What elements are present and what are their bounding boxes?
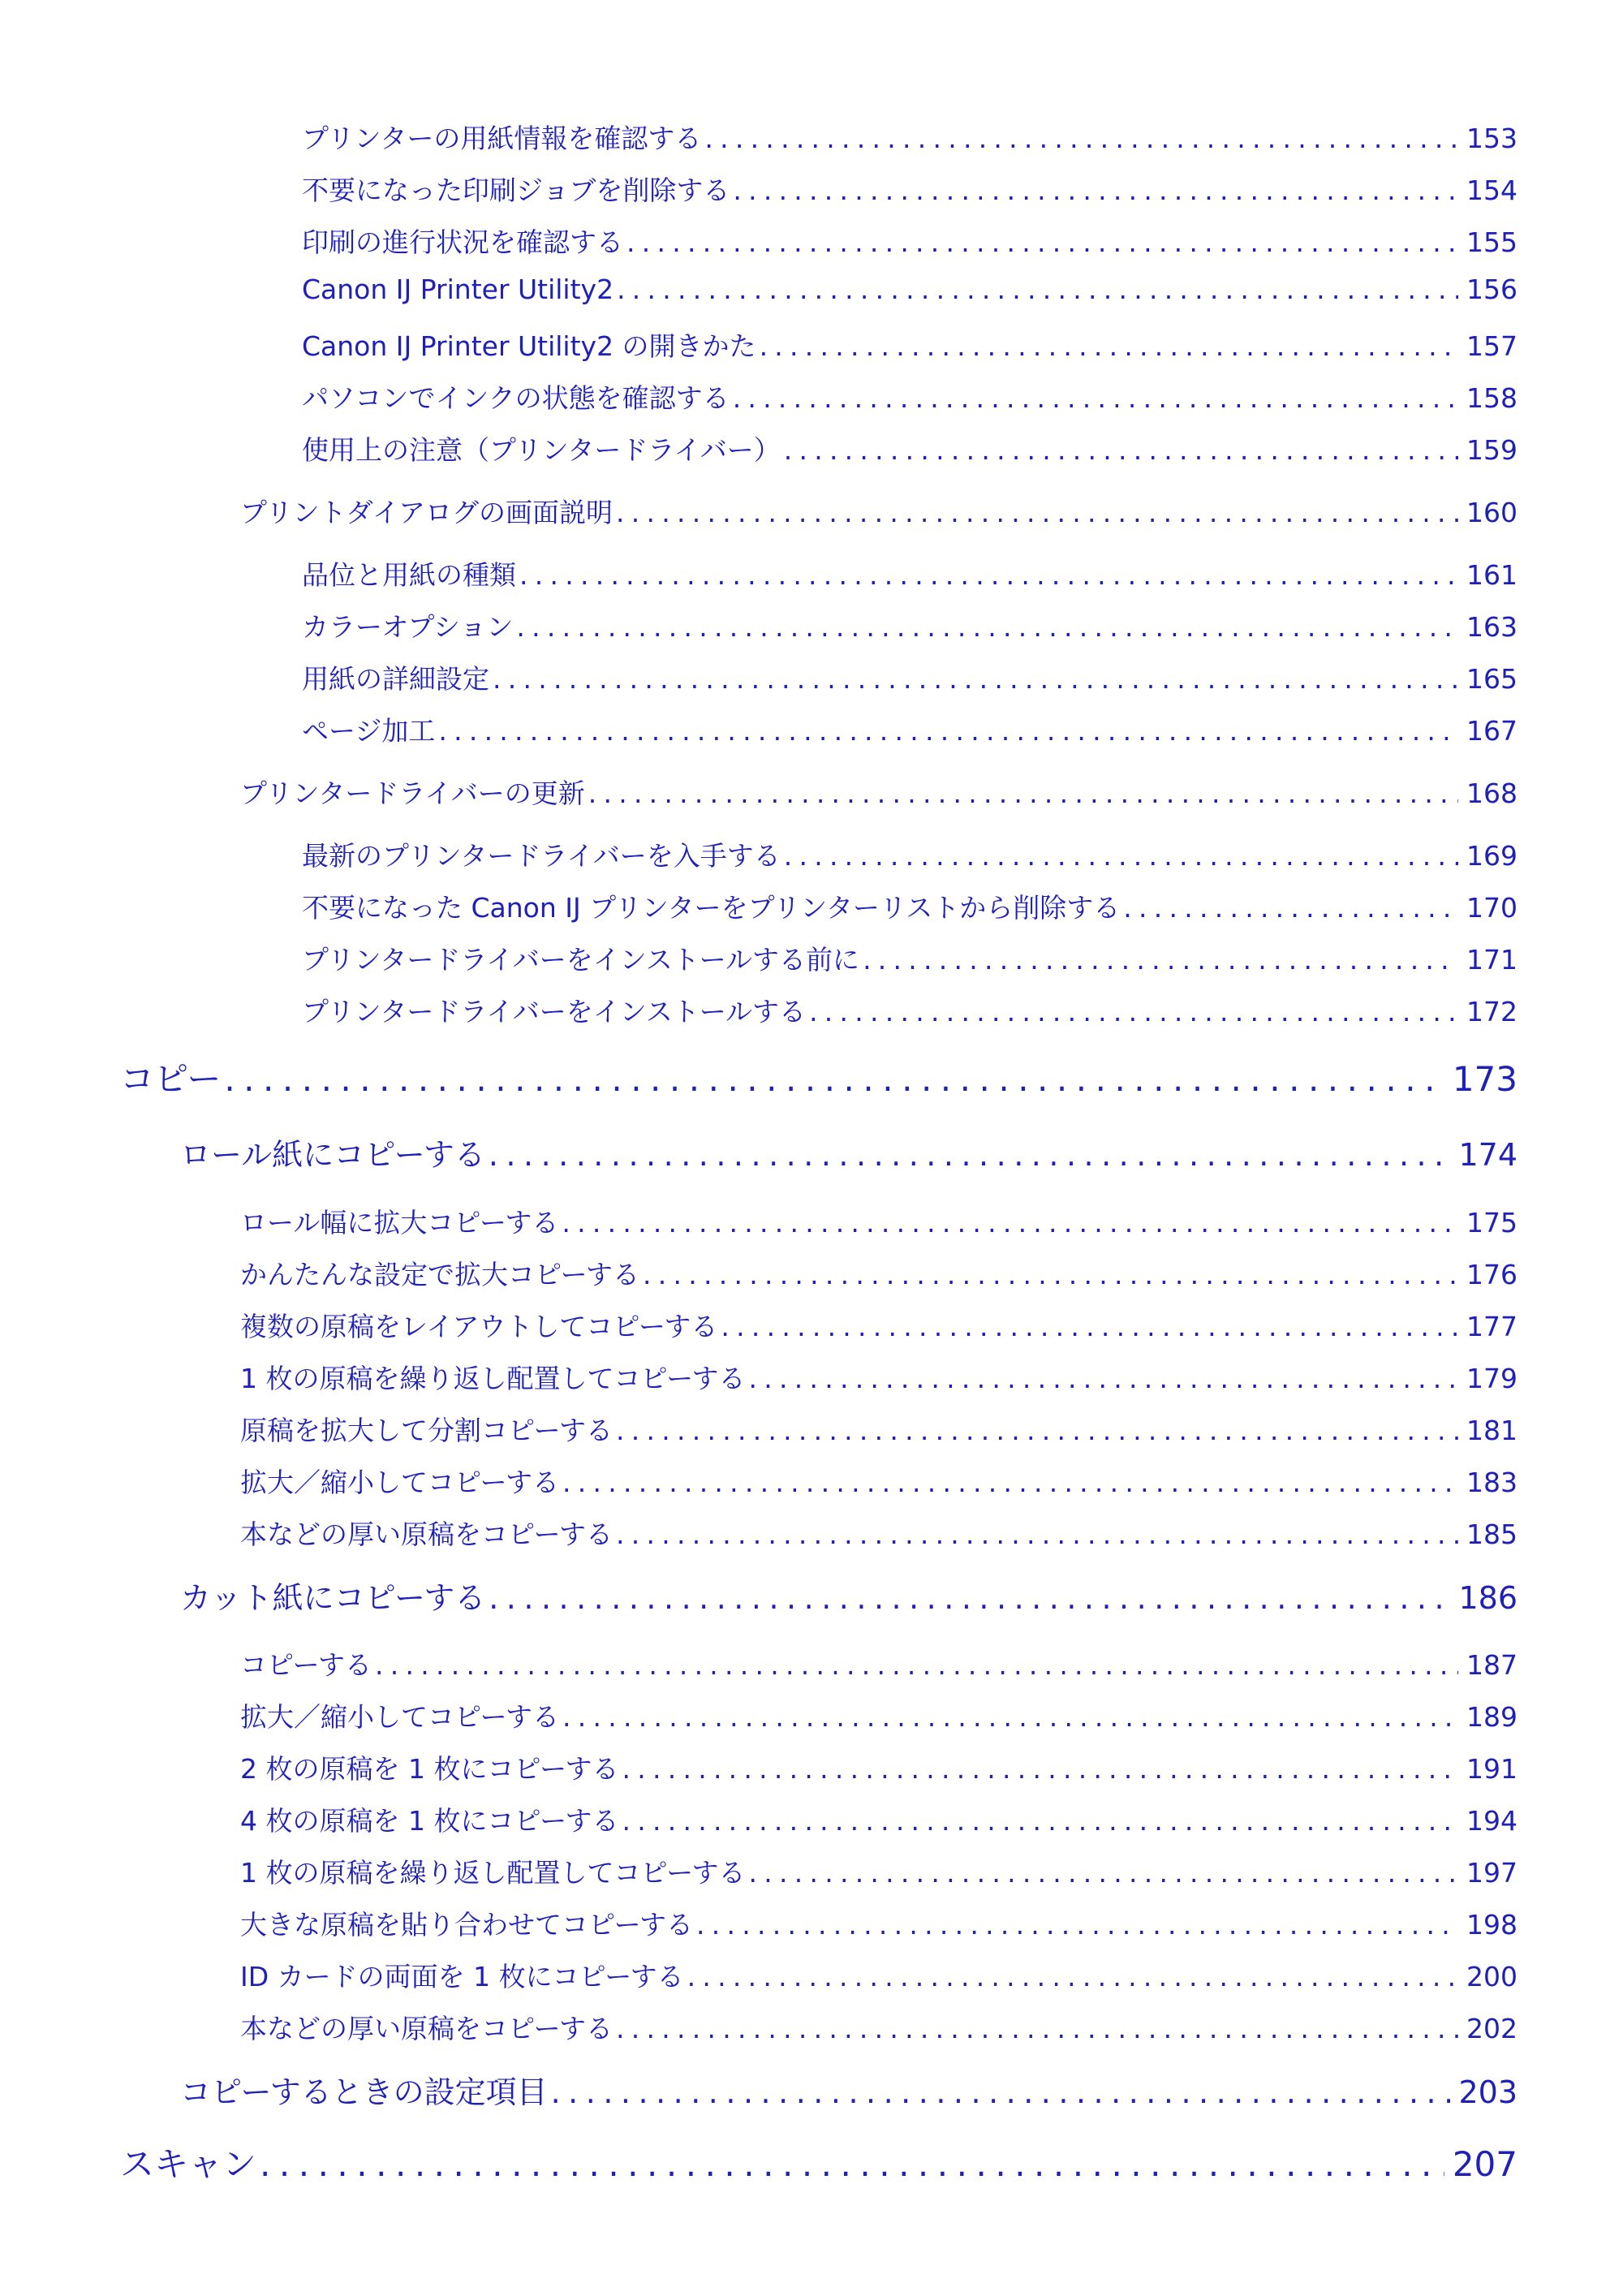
dot-leader xyxy=(626,226,1458,258)
toc-entry-title: 品位と用紙の種類 xyxy=(302,559,516,591)
toc-entry[interactable] xyxy=(240,1514,1518,1552)
toc-entry[interactable] xyxy=(240,1254,1518,1292)
toc-entry[interactable] xyxy=(120,1053,1518,1101)
dot-leader xyxy=(704,123,1458,154)
dot-leader xyxy=(749,1363,1458,1394)
dot-leader xyxy=(687,1961,1458,1992)
toc-page-number: 198 xyxy=(1466,1909,1518,1941)
toc-page-number: 186 xyxy=(1458,1580,1518,1616)
toc-entry-title: スキャン xyxy=(120,2144,257,2184)
toc-entry[interactable] xyxy=(240,773,1518,811)
dot-leader xyxy=(733,174,1458,206)
toc-page-number: 156 xyxy=(1466,274,1518,305)
toc-entry-title: カット紙にコピーする xyxy=(180,1580,486,1616)
dot-leader xyxy=(809,996,1458,1027)
toc-entry[interactable] xyxy=(240,1748,1518,1786)
dot-leader xyxy=(493,663,1458,695)
dot-leader xyxy=(562,1467,1458,1498)
toc-entry-title: 拡大／縮小してコピーする xyxy=(240,1467,560,1498)
toc-entry[interactable] xyxy=(302,887,1518,925)
toc-entry-title: 不要になった Canon IJ プリンターをプリンターリストから削除する xyxy=(302,892,1121,924)
toc-entry-title: コピーするときの設定項目 xyxy=(180,2074,548,2110)
dot-leader xyxy=(696,1909,1458,1941)
dot-leader xyxy=(616,1518,1458,1550)
toc-page-number: 177 xyxy=(1466,1311,1518,1342)
toc-entry[interactable] xyxy=(240,1696,1518,1734)
toc-page-number: 194 xyxy=(1466,1805,1518,1837)
toc-page-number: 168 xyxy=(1466,778,1518,809)
toc-entry-title: ロール幅に拡大コピーする xyxy=(240,1207,559,1238)
toc-entry[interactable] xyxy=(302,118,1518,156)
toc-entry-title: ページ加工 xyxy=(302,715,436,747)
dot-leader xyxy=(551,2074,1451,2110)
toc-entry[interactable] xyxy=(240,1462,1518,1500)
dot-leader xyxy=(1123,892,1458,924)
toc-page-number: 172 xyxy=(1466,996,1518,1027)
toc-entry[interactable] xyxy=(302,377,1518,416)
toc-entry-title: プリンタードライバーの更新 xyxy=(240,778,585,809)
toc-entry[interactable] xyxy=(240,1800,1518,1838)
toc-entry-title: 本などの厚い原稿をコピーする xyxy=(240,2013,613,2044)
toc-entry-title: 2 枚の原稿を 1 枚にコピーする xyxy=(240,1753,619,1785)
toc-entry-title: ID カードの両面を 1 枚にコピーする xyxy=(240,1961,684,1992)
toc-page-number: 171 xyxy=(1466,944,1518,976)
toc-entry[interactable] xyxy=(302,325,1518,364)
toc-page-number: 179 xyxy=(1466,1363,1518,1394)
toc-entry-title: Canon IJ Printer Utility2 の開きかた xyxy=(302,330,756,362)
toc-page-number: 161 xyxy=(1466,559,1518,591)
dot-leader xyxy=(260,2144,1444,2184)
toc-entry[interactable] xyxy=(240,1410,1518,1448)
toc-page-number: 176 xyxy=(1466,1259,1518,1290)
toc-page-number: 207 xyxy=(1452,2144,1518,2184)
toc-entry-title: 拡大／縮小してコピーする xyxy=(240,1701,560,1733)
dot-leader xyxy=(489,1137,1451,1173)
toc-page-number: 153 xyxy=(1466,123,1518,154)
toc-entry-title: Canon IJ Printer Utility2 xyxy=(302,274,614,305)
toc-page-number: 170 xyxy=(1466,892,1518,924)
dot-leader xyxy=(562,1207,1458,1238)
toc-entry-title: 1 枚の原稿を繰り返し配置してコピーする xyxy=(240,1857,746,1889)
dot-leader xyxy=(562,1701,1458,1733)
toc-entry[interactable] xyxy=(302,274,1518,305)
toc-page-number: 183 xyxy=(1466,1467,1518,1498)
dot-leader xyxy=(489,1580,1450,1616)
toc-page-number: 202 xyxy=(1466,2013,1518,2044)
toc-entry[interactable] xyxy=(240,1202,1518,1240)
toc-entry-title: ロール紙にコピーする xyxy=(180,1137,485,1173)
toc-entry-title: パソコンでインクの状態を確認する xyxy=(302,382,730,414)
toc-entry-title: 印刷の進行状況を確認する xyxy=(302,226,623,258)
toc-entry[interactable] xyxy=(302,429,1518,467)
toc-entry-title: 4 枚の原稿を 1 枚にコピーする xyxy=(240,1805,619,1837)
toc-page-number: 163 xyxy=(1466,611,1518,643)
toc-entry-title: 1 枚の原稿を繰り返し配置してコピーする xyxy=(240,1363,746,1394)
dot-leader xyxy=(622,1805,1459,1837)
toc-entry[interactable] xyxy=(240,1358,1518,1396)
toc-page-number: 189 xyxy=(1466,1701,1518,1733)
toc-entry[interactable] xyxy=(180,1573,1518,1618)
dot-leader xyxy=(617,274,1458,305)
toc-page-number: 200 xyxy=(1466,1961,1518,1992)
toc-entry[interactable] xyxy=(240,2008,1518,2046)
toc-page-number: 203 xyxy=(1458,2074,1518,2110)
toc-entry[interactable] xyxy=(302,222,1518,260)
toc-page-number: 160 xyxy=(1466,497,1518,528)
toc-entry-title: プリンターの用紙情報を確認する xyxy=(302,123,702,154)
toc-entry[interactable] xyxy=(302,606,1518,644)
dot-leader xyxy=(733,382,1458,414)
dot-leader xyxy=(616,2013,1458,2044)
dot-leader xyxy=(784,434,1458,466)
dot-leader xyxy=(616,497,1458,528)
toc-page-number: 167 xyxy=(1466,715,1518,747)
dot-leader xyxy=(643,1259,1458,1290)
toc-entry[interactable] xyxy=(240,1306,1518,1344)
toc-entry[interactable] xyxy=(302,658,1518,696)
toc-page-number: 173 xyxy=(1452,1059,1518,1099)
toc-entry[interactable] xyxy=(302,939,1518,977)
toc-entry-title: コピー xyxy=(120,1059,222,1099)
dot-leader xyxy=(749,1857,1458,1889)
toc-entry[interactable] xyxy=(240,1644,1518,1682)
toc-entry-title: かんたんな設定で拡大コピーする xyxy=(240,1259,640,1290)
toc-entry[interactable] xyxy=(302,554,1518,592)
toc-entry[interactable] xyxy=(302,991,1518,1029)
toc-entry-title: プリントダイアログの画面説明 xyxy=(240,497,613,528)
toc-page-number: 169 xyxy=(1466,840,1518,872)
dot-leader xyxy=(784,840,1458,872)
toc-entry-title: 最新のプリンタードライバーを入手する xyxy=(302,840,781,872)
toc-page-number: 197 xyxy=(1466,1857,1518,1889)
toc-entry-title: 複数の原稿をレイアウトしてコピーする xyxy=(240,1311,718,1342)
toc-entry[interactable] xyxy=(302,170,1518,208)
dot-leader xyxy=(622,1753,1459,1785)
toc-entry[interactable] xyxy=(240,1956,1518,1994)
toc-page-number: 185 xyxy=(1466,1518,1518,1550)
toc-page-number: 175 xyxy=(1466,1207,1518,1238)
toc-entry-title: 使用上の注意（プリンタードライバー） xyxy=(302,434,781,466)
toc-page-number: 174 xyxy=(1458,1137,1518,1173)
toc-entry[interactable] xyxy=(240,492,1518,530)
toc-entry[interactable] xyxy=(302,835,1518,873)
toc-entry[interactable] xyxy=(240,1904,1518,1942)
toc-page-number: 154 xyxy=(1466,174,1518,206)
toc-page-number: 155 xyxy=(1466,226,1518,258)
toc-entry-title: 用紙の詳細設定 xyxy=(302,663,489,695)
toc-entry-title: 大きな原稿を貼り合わせてコピーする xyxy=(240,1909,694,1941)
toc-page-number: 191 xyxy=(1466,1753,1518,1785)
dot-leader xyxy=(760,330,1458,362)
toc-page-number: 165 xyxy=(1466,663,1518,695)
toc-entry[interactable] xyxy=(240,1852,1518,1890)
dot-leader xyxy=(516,611,1458,643)
dot-leader xyxy=(438,715,1458,747)
dot-leader xyxy=(863,944,1458,976)
toc-page-number: 158 xyxy=(1466,382,1518,414)
dot-leader xyxy=(588,778,1458,809)
toc-entry-title: プリンタードライバーをインストールする前に xyxy=(302,944,860,976)
toc-entry-title: 原稿を拡大して分割コピーする xyxy=(240,1415,613,1446)
toc-entry-title: コピーする xyxy=(240,1649,372,1681)
toc-entry[interactable] xyxy=(302,710,1518,748)
toc-page-number: 187 xyxy=(1466,1649,1518,1681)
dot-leader xyxy=(721,1311,1458,1342)
dot-leader xyxy=(375,1649,1458,1681)
dot-leader xyxy=(616,1415,1458,1446)
toc-entry-title: 不要になった印刷ジョブを削除する xyxy=(302,174,730,206)
toc-page-number: 159 xyxy=(1466,434,1518,466)
toc-entry-title: カラーオプション xyxy=(302,611,514,643)
toc-entry[interactable] xyxy=(180,1130,1518,1174)
dot-leader xyxy=(519,559,1458,591)
toc-page-number: 157 xyxy=(1466,330,1518,362)
toc-entry-title: プリンタードライバーをインストールする xyxy=(302,996,807,1027)
dot-leader xyxy=(224,1059,1444,1099)
toc-entry[interactable] xyxy=(120,2138,1518,2186)
toc-entry[interactable] xyxy=(180,2067,1518,2112)
toc-entry-title: 本などの厚い原稿をコピーする xyxy=(240,1518,613,1550)
toc-page-number: 181 xyxy=(1466,1415,1518,1446)
